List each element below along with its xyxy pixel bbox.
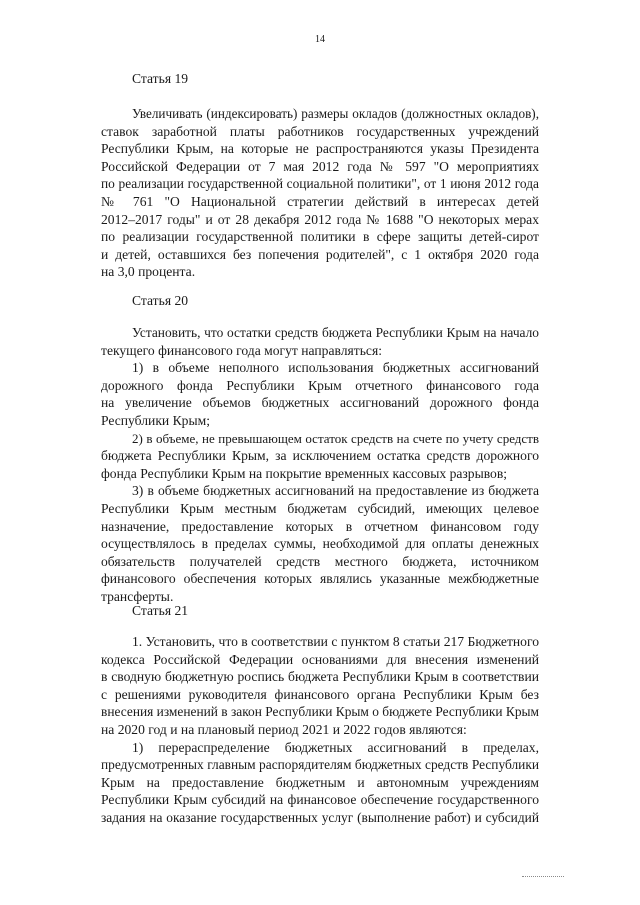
text-line: с решениями руководителя финансового органа Республики Крым без <box>101 686 539 702</box>
footer-dotted-rule <box>522 876 564 877</box>
text-line: предусмотренных главным распорядителям бюджетных средств Республики <box>101 757 539 773</box>
text-line: обязательств получателей средств местного бюджета, источником <box>101 553 539 569</box>
text-line: Республики Крым местным бюджетам субсидий, имеющих целевое <box>101 500 539 516</box>
article-21-heading: Статья 21 <box>132 603 189 618</box>
text-line: на 2020 год и на плановый период 2021 и 2022 годов являются: <box>101 721 467 737</box>
text-line: по реализации государственной социальной политики", от 1 июня 2012 года <box>101 176 539 192</box>
text-line: Республики Крым, на которые не распространяются указы Президента <box>101 141 539 157</box>
text-line: финансового обеспечения которых являлись указанные межбюджетные <box>101 571 539 587</box>
text-line: текущего финансового года могут направляться: <box>101 342 382 358</box>
text-line: ставок заработной платы работников государственных учреждений <box>101 123 539 139</box>
text-line: задания на оказание государственных услуг (выполнение работ) и субсидий <box>101 809 539 825</box>
text-line: Увеличивать (индексировать) размеры окладов (должностных окладов), <box>132 106 539 121</box>
text-line: осуществлялось в пределах суммы, необходимой для оплаты денежных <box>101 536 539 552</box>
text-line: 2) в объеме, не превышающем остаток средств на счете по учету средств <box>132 430 539 446</box>
page-number: 14 <box>315 34 325 45</box>
text-line: бюджета Республики Крым, за исключением остатка средств дорожного <box>101 448 539 464</box>
text-line: внесения изменений в закон Республики Крым о бюджете Республики Крым <box>101 704 539 720</box>
text-line: кодекса Российской Федерации основаниями для внесения изменений <box>101 651 539 667</box>
text-line: фонда Республики Крым на покрытие временных кассовых разрывов; <box>101 465 508 481</box>
text-line: по реализации государственной политики в сфере защиты детей-сирот <box>101 229 539 245</box>
article-20-body <box>101 324 539 606</box>
text-line: Установить, что остатки средств бюджета Республики Крым на начало <box>132 325 539 340</box>
text-line: 1) в объеме неполного использования бюджетных ассигнований <box>132 360 539 376</box>
text-line: № 761 "О Национальной стратегии действий в интересах детей <box>101 193 539 209</box>
text-line: на 3,0 процента. <box>101 264 196 280</box>
text-line: Российской Федерации от 7 мая 2012 года № 597 "О мероприятиях <box>101 158 539 174</box>
text-line: Крым на предоставление бюджетным и автономным учреждениям <box>101 774 539 790</box>
text-line: и детей, оставшихся без попечения родителей", с 1 октября 2020 года <box>101 246 539 262</box>
text-line: назначение, предоставление которых в отчетном финансовом году <box>101 518 539 534</box>
text-line: 1) перераспределение бюджетных ассигнований в пределах, <box>132 739 539 755</box>
text-line: Республики Крым субсидий на финансовое обеспечение государственного <box>101 792 539 808</box>
text-line: трансферты. <box>101 588 174 604</box>
article-19-body <box>101 105 539 281</box>
text-line: в сводную бюджетную роспись бюджета Республики Крым в соответствии <box>101 669 539 685</box>
text-line: 2012–2017 годы" и от 28 декабря 2012 года № 1688 "О некоторых мерах <box>101 211 539 227</box>
article-20-heading: Статья 20 <box>132 293 189 308</box>
text-line: на увеличение объемов бюджетных ассигнований дорожного фонда <box>101 395 539 411</box>
text-line: 1. Установить, что в соответствии с пунктом 8 статьи 217 Бюджетного <box>132 634 539 649</box>
text-line: дорожного фонда Республики Крым отчетного финансового года <box>101 377 539 393</box>
text-line: Республики Крым; <box>101 412 210 428</box>
text-line: 3) в объеме бюджетных ассигнований на предоставление из бюджета <box>132 483 539 499</box>
article-19-heading: Статья 19 <box>132 71 189 86</box>
article-21-body <box>101 633 539 827</box>
